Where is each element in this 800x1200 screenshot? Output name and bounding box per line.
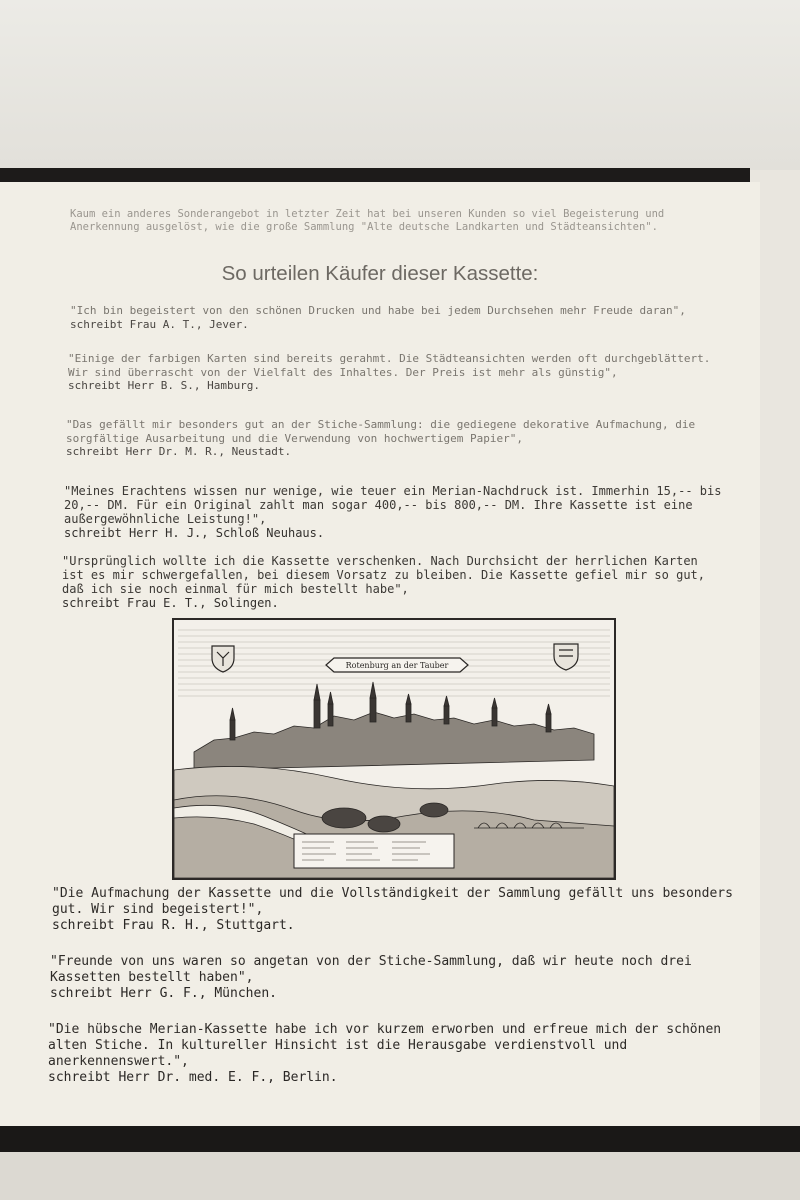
page-heading: So urteilen Käufer dieser Kassette: <box>221 262 539 285</box>
top-border-bar <box>0 168 750 182</box>
testimonial-quote: "Die Aufmachung der Kassette und die Vollständigkeit der Sammlung gefällt uns besonders gut. Wir sind begeistert!", <box>52 886 733 917</box>
testimonial-signature: schreibt Herr B. S., Hamburg. <box>68 379 261 392</box>
testimonial <box>52 886 752 934</box>
testimonial <box>64 484 724 540</box>
background-wall <box>0 0 800 170</box>
testimonial-quote: "Ursprünglich wollte ich die Kassette verschenken. Nach Durchsicht der herrlichen Karten ist es mir schwergefallen, bei diesem Vorsatz zu bleiben. Die Kassette gefiel mir so gut, daß ich sie noch einmal für mich bestellt habe", <box>62 554 705 596</box>
testimonial <box>68 352 723 393</box>
testimonial-signature: schreibt Herr Dr. med. E. F., Berlin. <box>48 1070 338 1085</box>
testimonial <box>48 1022 760 1086</box>
testimonial <box>50 954 760 1002</box>
testimonial-quote: "Freunde von uns waren so angetan von der Stiche-Sammlung, daß wir heute noch drei Kassetten bestellt haben", <box>50 954 692 985</box>
testimonial-quote: "Meines Erachtens wissen nur wenige, wie teuer ein Merian-Nachdruck ist. Immerhin 15,-- bis 20,-- DM. Für ein Original zahlt man sogar 400,-- bis 800,-- DM. Ihre Kassette ist eine außergewöhnliche Leistung!", <box>64 484 722 526</box>
testimonial-signature: schreibt Herr G. F., München. <box>50 986 277 1001</box>
testimonial-quote: "Das gefällt mir besonders gut an der Stiche-Sammlung: die gediegene dekorative Aufmachung, die sorgfältige Ausarbeitung und die Verwendung von hochwertigem Papier", <box>66 418 696 445</box>
testimonial-signature: schreibt Frau E. T., Solingen. <box>62 596 279 610</box>
bottom-border-bar <box>0 1126 800 1152</box>
testimonial-signature: schreibt Herr Dr. M. R., Neustadt. <box>66 445 292 458</box>
city-engraving <box>172 618 616 880</box>
testimonial-signature: schreibt Herr H. J., Schloß Neuhaus. <box>64 526 325 540</box>
testimonial <box>66 418 726 459</box>
background-table <box>0 1152 800 1200</box>
legend-banner <box>294 834 454 868</box>
testimonial <box>62 554 722 610</box>
cartouche-title: Rotenburg an der Tauber <box>345 661 449 670</box>
testimonial-signature: schreibt Frau R. H., Stuttgart. <box>52 918 295 933</box>
intro-text: Kaum ein anderes Sonderangebot in letzter Zeit hat bei unseren Kunden so viel Begeisterung und Anerkennung ausgelöst, wie die große Sammlung "Alte deutsche Landkarten und Städteansichten". <box>70 208 665 233</box>
title-cartouche <box>326 658 468 672</box>
testimonial-quote: "Einige der farbigen Karten sind bereits gerahmt. Die Städteansichten werden oft durchgeblättert. Wir sind überrascht von der Vielfalt des Inhaltes. Der Preis ist mehr als günstig", <box>68 352 711 379</box>
testimonial <box>70 304 700 331</box>
testimonial-quote: "Die hübsche Merian-Kassette habe ich vor kurzem erworben und erfreue mich der schönen alten Stiche. In kultureller Hinsicht ist die Herausgabe verdienstvoll und anerkennenswert.", <box>48 1022 722 1069</box>
brochure-page <box>0 182 760 1128</box>
testimonial-signature: schreibt Frau A. T., Jever. <box>70 317 249 331</box>
testimonial-quote: "Ich bin begeistert von den schönen Drucken und habe bei jedem Durchsehen mehr Freude daran", <box>70 304 686 317</box>
